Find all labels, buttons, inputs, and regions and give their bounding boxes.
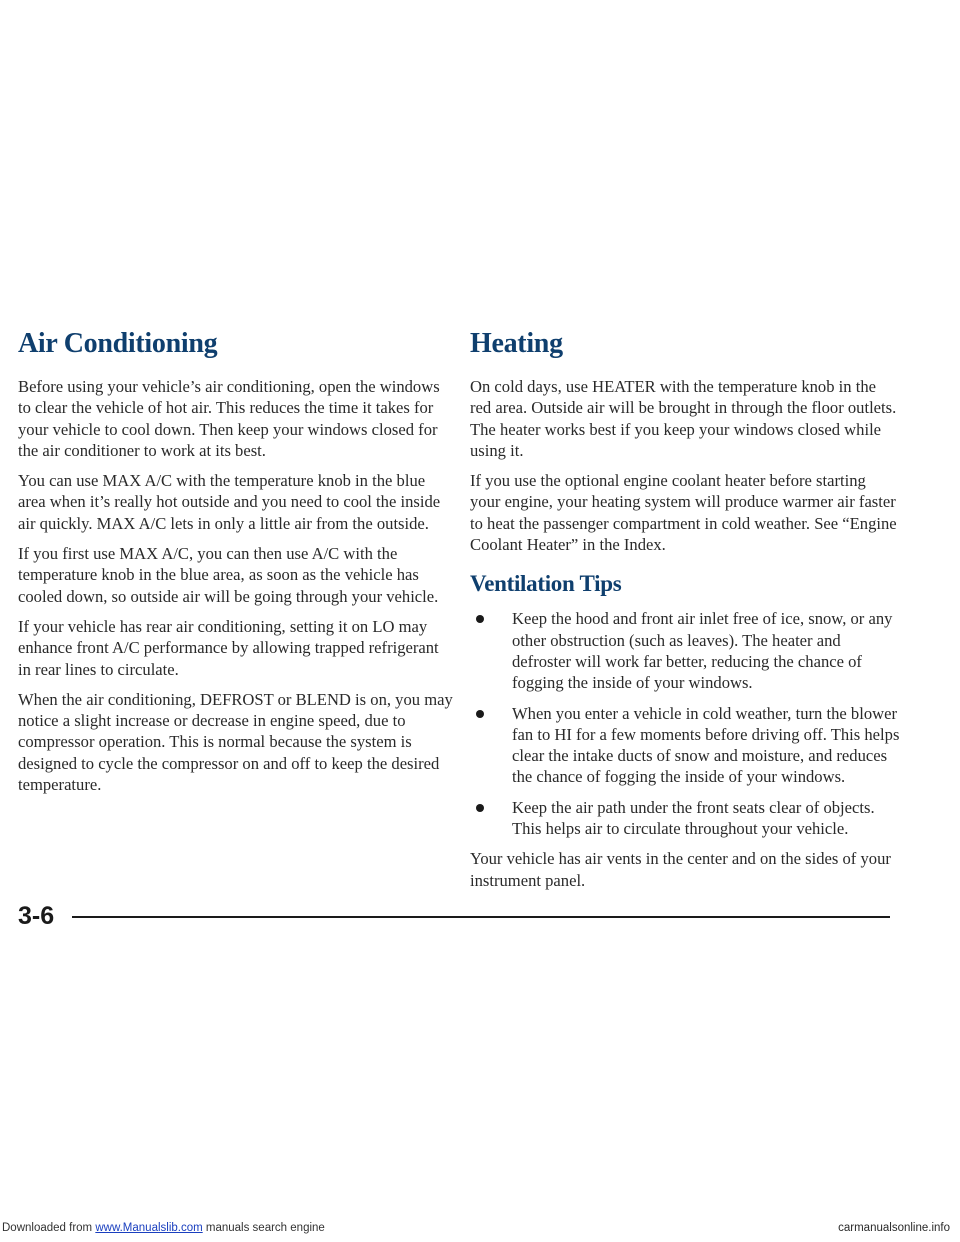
bullet-icon <box>476 804 484 812</box>
list-item-text: Keep the air path under the front seats clear of objects. This helps air to circulate throughout your vehicle. <box>512 797 875 839</box>
list-item <box>470 797 900 840</box>
section-heading-heating: Heating <box>470 328 563 359</box>
list-item-text: Keep the hood and front air inlet free of ice, snow, or any other obstruction (such as leaves). The heater and defroster will work far better, reducing the chance of fogging the inside of your windows. <box>512 609 893 693</box>
paragraph: Before using your vehicle’s air conditioning, open the windows to clear the vehicle of hot air. This reduces the time it takes for your vehicle to cool down. Then keep your windows closed for the air conditioner to work at its best. <box>18 377 440 460</box>
manualslib-link[interactable]: www.Manualslib.com <box>95 1222 203 1234</box>
watermark: carmanualsonline.info <box>838 1222 950 1234</box>
section-heading-air-conditioning: Air Conditioning <box>18 328 218 359</box>
page-number: 3-6 <box>18 902 55 930</box>
list-item <box>470 608 900 693</box>
paragraph: When the air conditioning, DEFROST or BLEND is on, you may notice a slight increase or decrease in engine speed, due to compressor operation. This is normal because the system is designed to cycle the compressor on and off to keep the desired temperature. <box>18 689 453 795</box>
footer-rule <box>72 916 890 918</box>
bullet-icon <box>476 710 484 718</box>
paragraph: If you use the optional engine coolant heater before starting your engine, your heating system will produce warmer air faster to heat the passenger compartment in cold weather. See “Engine Coolant Heater” in the Index. <box>470 471 897 555</box>
list-item-text: When you enter a vehicle in cold weather, turn the blower fan to HI for a few moments before driving off. This helps clear the intake ducts of snow and moisture, and reduces the chance of fogging the inside of your windows. <box>512 703 900 787</box>
subheading-ventilation-tips: Ventilation Tips <box>470 571 622 597</box>
page-footer <box>0 898 960 938</box>
paragraph: On cold days, use HEATER with the temperature knob in the red area. Outside air will be brought in through the floor outlets. The heater works best if you keep your windows closed while using it. <box>470 377 897 460</box>
download-prefix: Downloaded from <box>2 1222 96 1234</box>
paragraph: You can use MAX A/C with the temperature knob in the blue area when it’s really hot outside and you need to cool the inside air quickly. MAX A/C lets in only a little air from the outside. <box>18 471 441 533</box>
download-credit <box>2 1222 325 1234</box>
bullet-icon <box>476 615 484 623</box>
paragraph: If you first use MAX A/C, you can then use A/C with the temperature knob in the blue area, as soon as the vehicle has cooled down, so outside air will be going through your vehicle. <box>18 544 439 606</box>
right-column <box>470 318 900 900</box>
left-column <box>18 318 454 804</box>
closing-paragraph: Your vehicle has air vents in the center and on the sides of your instrument panel. <box>470 849 891 890</box>
list-item <box>470 703 900 788</box>
download-suffix: manuals search engine <box>202 1222 325 1234</box>
paragraph: If your vehicle has rear air conditioning, setting it on LO may enhance front A/C performance by allowing trapped refrigerant in rear lines to circulate. <box>18 616 439 679</box>
bullet-list <box>470 608 900 839</box>
